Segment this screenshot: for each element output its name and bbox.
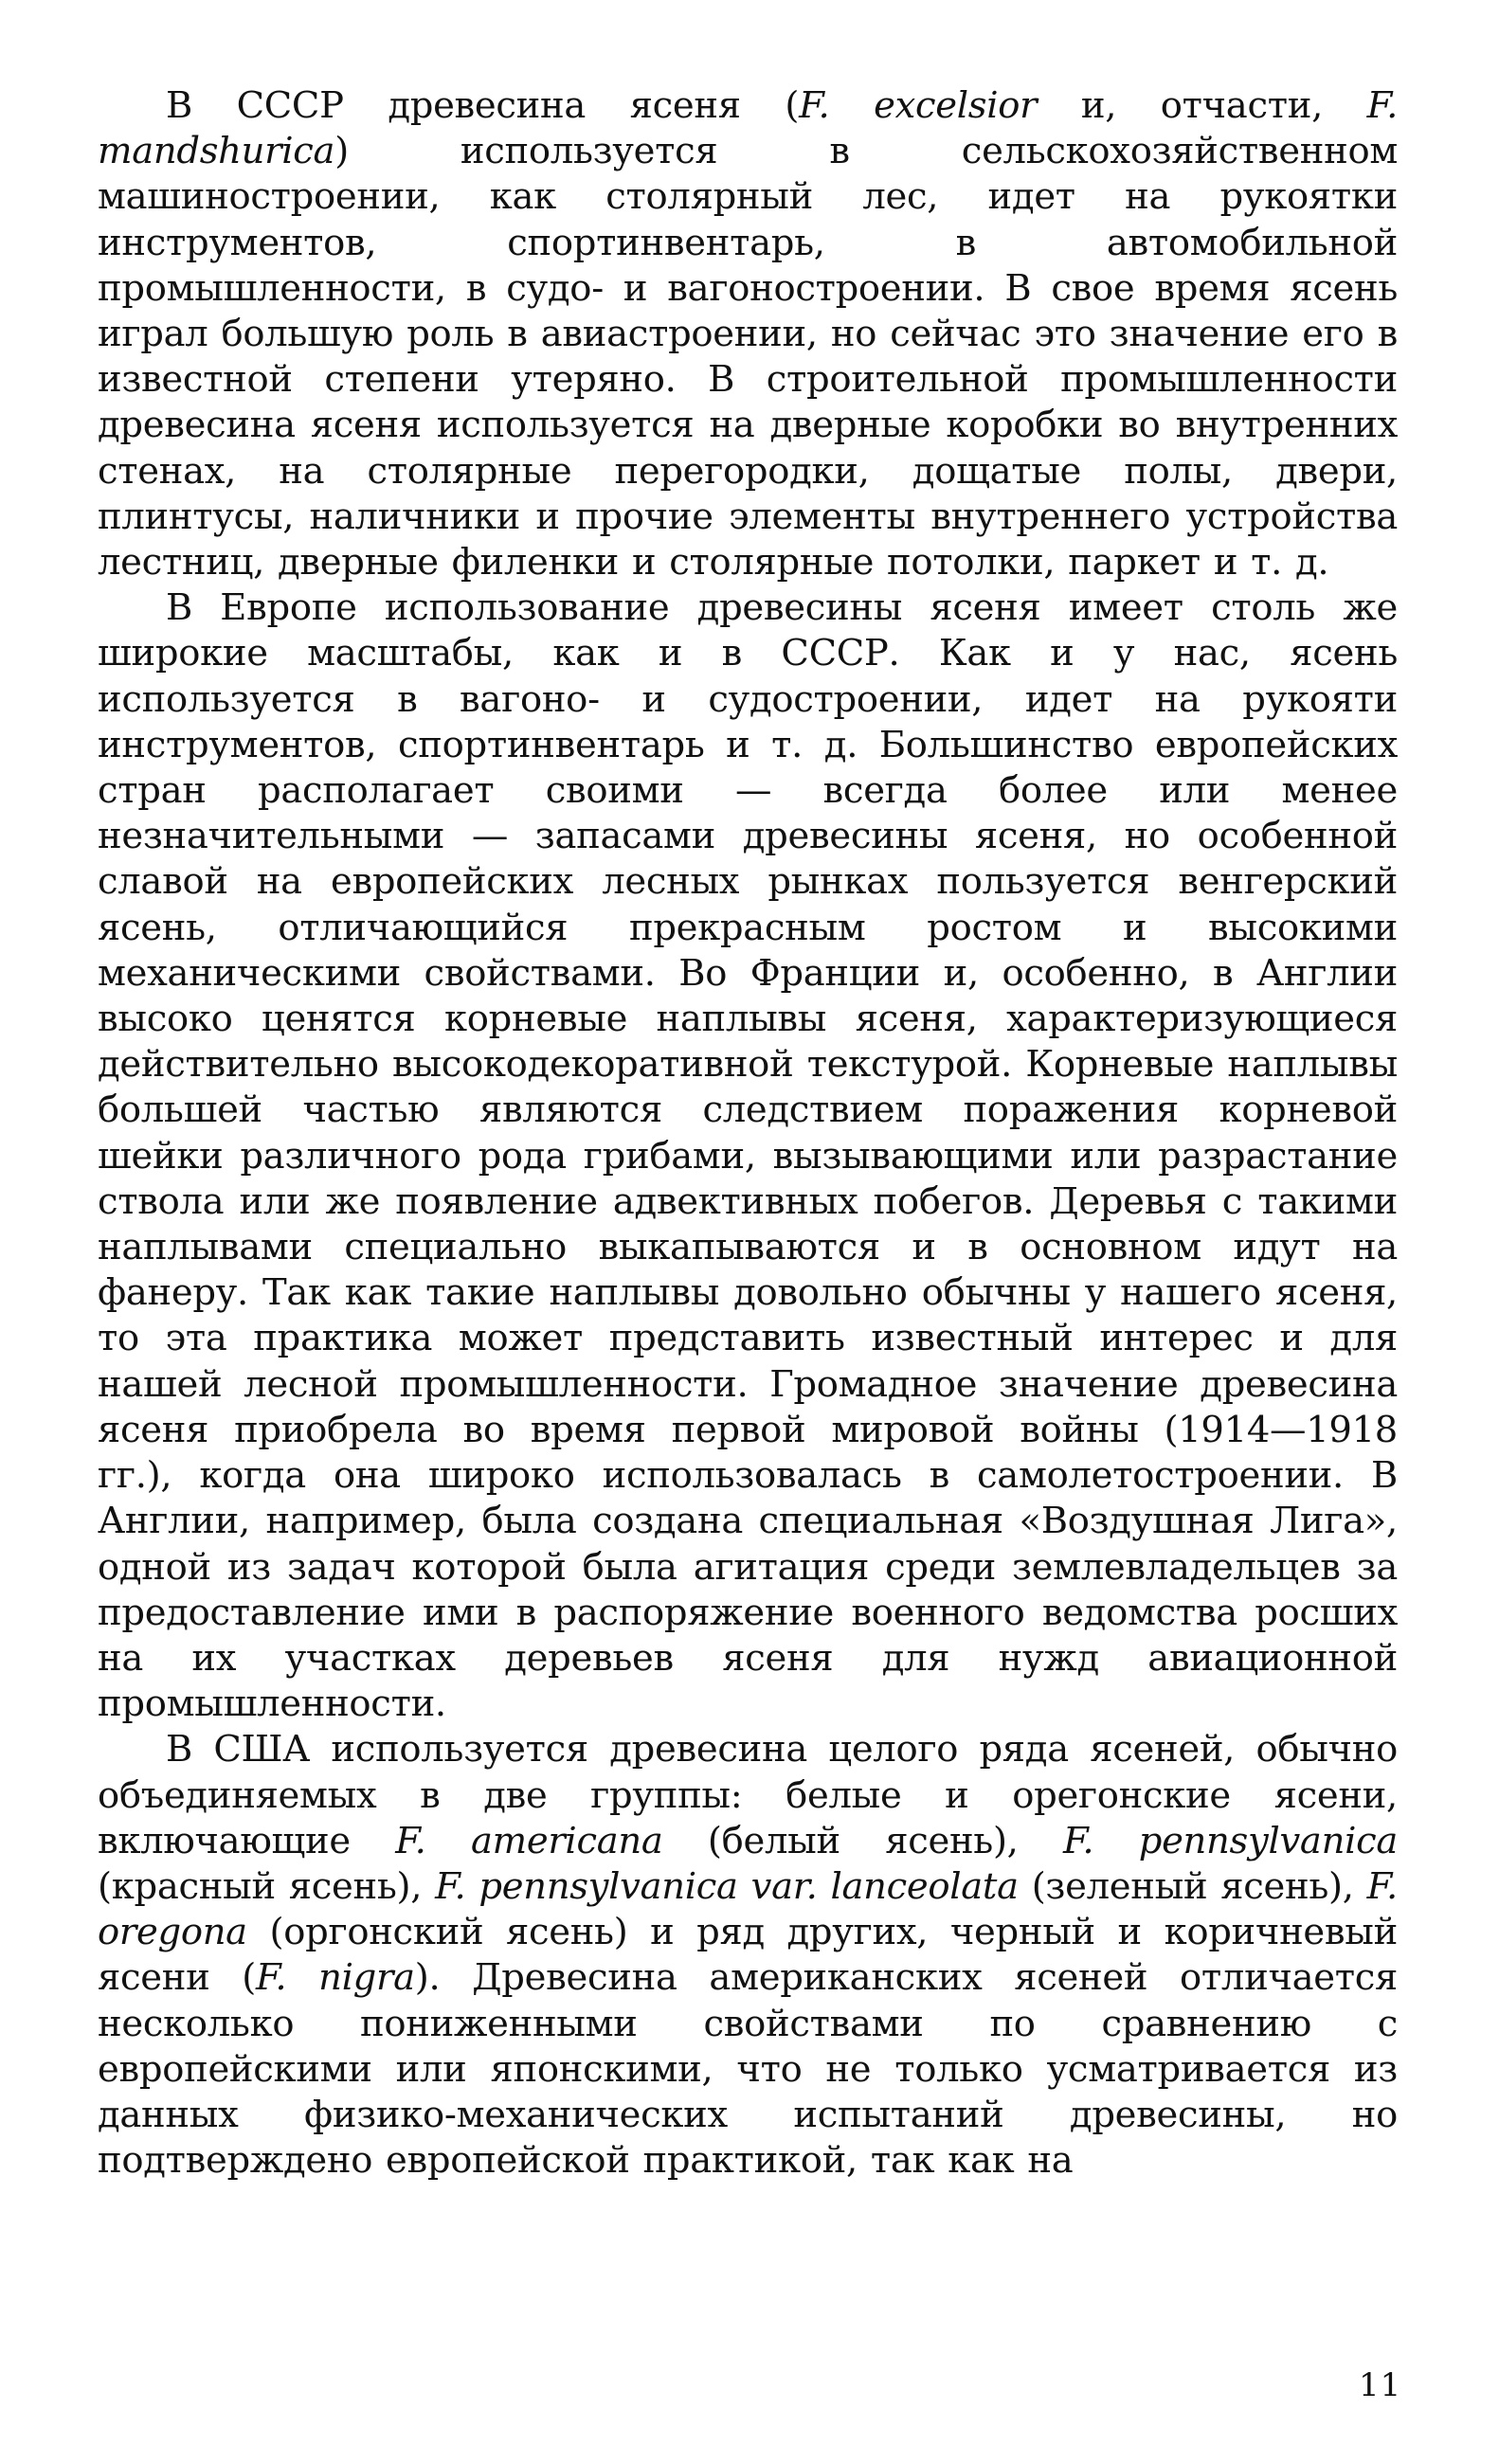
latin-species-name: F. nigra [256, 1956, 415, 2000]
paragraph-ash-use-usa [98, 1727, 1398, 2184]
text-segment: (зеленый ясень), [1018, 1864, 1367, 1908]
text-segment: В Европе использование древесины ясеня имеет столь же широкие масштабы, как и в СССР. Как и у нас, ясень используется в вагоно- и судостроении, идет на рукояти инструментов, спортинвентарь и т. д. Большинство европейских стран располагает своими — всегда более или менее незначительными — запасами древесины ясеня, но особенной славой на европейских лесных рынках пользуется венгерский ясень, отличающийся прекрасным ростом и высокими механическими свойствами. Во Франции и, особенно, в Англии высоко ценятся корневые наплывы ясеня, характеризующиеся действительно высокодекоративной текстурой. Корневые наплывы большей частью являются следствием поражения корневой шейки различного рода грибами, вызывающими или разрастание ствола или же появление адвективных побегов. Деревья с такими наплывами специально выкапываются и в основном идут на фанеру. Так как такие наплывы довольно обычны у нашего ясеня, то эта практика может представить известный интерес и для нашей лесной промышленности. Громадное значение древесина ясеня приобрела во время первой мировой войны (1914—1918 гг.), когда она широко использовалась в самолетостроении. В Англии, например, была создана специальная «Воздушная Лига», одной из задач которой была агитация среди землевладельцев за предоставление ими в распоряжение военного ведомства росших на их участках деревьев ясеня для нужд авиационной промышленности. [98, 586, 1398, 1726]
document-page [98, 83, 1398, 2338]
text-segment: (белый ясень), [662, 1819, 1063, 1862]
text-segment: (красный ясень), [98, 1864, 436, 1908]
paragraph-ash-use-europe [98, 585, 1398, 1727]
text-segment: В СССР древесина ясеня ( [166, 84, 800, 127]
latin-species-name: F. mandshurica [98, 84, 1398, 173]
text-segment: и, отчасти, [1037, 84, 1367, 127]
page-number: 11 [1359, 2366, 1402, 2404]
paragraph-ash-use-ussr [98, 83, 1398, 585]
latin-species-name: F. pennsylvanica var. lanceolata [435, 1864, 1019, 1908]
text-segment: ). Древесина американских ясеней отличается несколько пониженными свойствами по сравнению с европейскими или японскими, что не только усматривается из данных физико-механических испытаний древесины, но подтверждено европейской практикой, так как на [98, 1956, 1398, 2183]
text-segment: В США используется древесина целого ряда ясеней, обычно объединяемых в две группы: белые и орегонские ясени, включающие [98, 1728, 1398, 1862]
latin-species-name: F. oregona [98, 1864, 1398, 1954]
latin-species-name: F. excelsior [799, 84, 1038, 127]
text-segment: (оргонский ясень) и ряд других, черный и коричневый ясени ( [98, 1911, 1398, 2000]
text-segment: ) используется в сельскохозяйственном машиностроении, как столярный лес, идет на рукоятки инструментов, спортинвентарь, в автомобильной промышленности, в судо- и вагоностроении. В свое время ясень играл большую роль в авиастроении, но сейчас это значение его в известной степени утеряно. В строительной промышленности древесина ясеня используется на дверные коробки во внутренних стенах, на столярные перегородки, дощатые полы, двери, плинтусы, наличники и прочие элементы внутреннего устройства лестниц, дверные филенки и столярные потолки, паркет и т. д. [98, 130, 1398, 585]
latin-species-name: F. americana [395, 1819, 663, 1862]
latin-species-name: F. pennsylvanica [1063, 1819, 1398, 1862]
